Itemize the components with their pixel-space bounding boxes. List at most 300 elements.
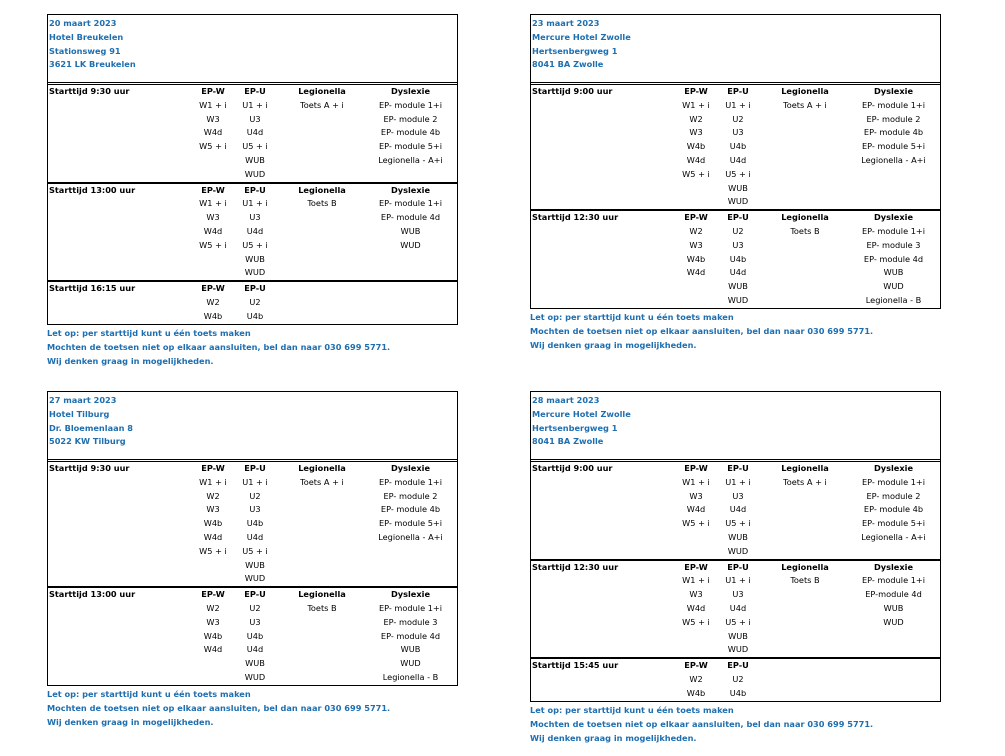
exam-code-cell: U4b bbox=[729, 253, 747, 264]
table-row bbox=[531, 182, 940, 196]
exam-date: 28 maart 2023 bbox=[532, 395, 600, 405]
column-header: Legionella bbox=[781, 212, 829, 223]
exam-code-cell bbox=[763, 154, 847, 168]
exam-code-cell: Toets A + i bbox=[783, 476, 827, 487]
table-row bbox=[48, 211, 457, 225]
exam-code-cell: Toets A + i bbox=[300, 99, 344, 110]
column-header: EP-U bbox=[244, 463, 266, 473]
exam-code-cell: EP- module 5+i bbox=[861, 141, 926, 152]
exam-code-cell: W5 + i bbox=[682, 518, 710, 529]
session-header-row bbox=[48, 588, 457, 602]
venue-address-box bbox=[530, 14, 941, 83]
exam-code-cell bbox=[847, 545, 940, 559]
exam-code-cell: Legionella - B bbox=[382, 671, 439, 682]
exam-code-cell: U1 + i bbox=[242, 99, 268, 110]
empty-cell bbox=[48, 531, 196, 545]
column-header: EP-W bbox=[684, 212, 708, 223]
venue-city: 8041 BA Zwolle bbox=[532, 436, 604, 447]
exam-code-cell: W2 bbox=[206, 296, 220, 307]
exam-code-cell: EP- module 4b bbox=[863, 127, 924, 138]
exam-code-cell: Toets A + i bbox=[783, 99, 827, 110]
venue-name: Hotel Tilburg bbox=[49, 408, 110, 419]
column-header: Dyslexie bbox=[873, 212, 913, 223]
table-row bbox=[531, 294, 940, 308]
table-row bbox=[48, 476, 457, 490]
column-header: EP-U bbox=[727, 660, 749, 671]
exam-code-cell: W3 bbox=[206, 616, 220, 627]
session-table bbox=[47, 587, 458, 686]
column-header: EP-W bbox=[684, 86, 708, 96]
empty-cell bbox=[48, 517, 196, 531]
exam-code-cell: W4b bbox=[686, 253, 706, 264]
exam-code-cell: WUD bbox=[244, 168, 266, 179]
exam-code-cell: EP- module 4b bbox=[863, 504, 924, 515]
column-header: EP-W bbox=[684, 463, 708, 473]
empty-cell bbox=[531, 545, 679, 559]
exam-date: 27 maart 2023 bbox=[49, 395, 117, 405]
note-line: Mochten de toetsen niet op elkaar aansluiten, bel dan naar 030 699 5771. bbox=[530, 718, 874, 729]
empty-cell bbox=[48, 630, 196, 644]
exam-code-cell: W1 + i bbox=[682, 99, 710, 110]
exam-code-cell bbox=[364, 559, 457, 573]
exam-code-cell: W5 + i bbox=[682, 616, 710, 627]
exam-code-cell bbox=[679, 643, 713, 657]
exam-code-cell: U4d bbox=[729, 154, 747, 165]
exam-code-cell bbox=[847, 687, 940, 701]
column-header: EP-W bbox=[201, 283, 225, 294]
exam-code-cell bbox=[280, 490, 364, 504]
exam-code-cell bbox=[196, 266, 230, 280]
exam-code-cell: EP- module 1+i bbox=[861, 476, 926, 487]
session-grid bbox=[48, 462, 457, 586]
empty-cell bbox=[531, 182, 679, 196]
table-row bbox=[531, 266, 940, 280]
exam-code-cell: U3 bbox=[732, 589, 744, 600]
start-time: Starttijd 13:00 uur bbox=[49, 589, 136, 600]
empty-cell bbox=[531, 140, 679, 154]
empty-cell bbox=[531, 239, 679, 253]
empty-cell bbox=[48, 99, 196, 113]
exam-code-cell bbox=[763, 140, 847, 154]
empty-cell bbox=[48, 197, 196, 211]
empty-cell bbox=[48, 225, 196, 239]
exam-code-cell: W5 + i bbox=[682, 168, 710, 179]
table-row bbox=[531, 225, 940, 239]
column-header: EP-W bbox=[201, 463, 225, 473]
exam-code-cell bbox=[847, 195, 940, 209]
exam-code-cell: W1 + i bbox=[682, 476, 710, 487]
exam-code-cell: U4d bbox=[729, 504, 747, 515]
exam-code-cell bbox=[763, 545, 847, 559]
table-row bbox=[531, 253, 940, 267]
note-line: Wij denken graag in mogelijkheden. bbox=[530, 340, 697, 351]
table-row bbox=[531, 643, 940, 657]
session-grid bbox=[48, 282, 457, 323]
venue-city: 5022 KW Tilburg bbox=[49, 436, 126, 447]
start-time: Starttijd 9:00 uur bbox=[532, 463, 613, 473]
exam-code-cell bbox=[847, 168, 940, 182]
table-row bbox=[48, 545, 457, 559]
empty-cell bbox=[531, 673, 679, 687]
exam-code-cell: EP- module 2 bbox=[383, 113, 438, 124]
table-row bbox=[48, 113, 457, 127]
column-header bbox=[847, 659, 940, 673]
empty-cell bbox=[531, 574, 679, 588]
exam-code-cell: U4d bbox=[729, 267, 747, 278]
session-grid bbox=[531, 561, 940, 658]
exam-code-cell bbox=[280, 239, 364, 253]
exam-code-cell: WUB bbox=[728, 630, 748, 641]
exam-code-cell: WUB bbox=[245, 658, 265, 669]
column-header: EP-W bbox=[201, 86, 225, 96]
exam-code-cell bbox=[280, 545, 364, 559]
session-table bbox=[530, 461, 941, 560]
exam-code-cell: WUB bbox=[883, 602, 904, 613]
exam-code-cell: WUD bbox=[727, 196, 749, 207]
exam-code-cell: W1 + i bbox=[199, 99, 227, 110]
exam-code-cell: U1 + i bbox=[725, 476, 751, 487]
session-header-row bbox=[531, 211, 940, 225]
table-row bbox=[531, 239, 940, 253]
table-row bbox=[531, 503, 940, 517]
exam-code-cell bbox=[280, 140, 364, 154]
empty-cell bbox=[48, 310, 196, 324]
session-header-row bbox=[48, 184, 457, 198]
table-row bbox=[48, 559, 457, 573]
empty-cell bbox=[48, 239, 196, 253]
venue-street: Dr. Bloemenlaan 8 bbox=[49, 422, 133, 433]
empty-cell bbox=[531, 195, 679, 209]
empty-cell bbox=[48, 296, 196, 310]
table-row bbox=[48, 602, 457, 616]
empty-cell bbox=[531, 126, 679, 140]
exam-code-cell: W4b bbox=[203, 310, 223, 321]
exam-code-cell bbox=[280, 154, 364, 168]
exam-code-cell bbox=[364, 168, 457, 182]
exam-code-cell: EP- module 1+i bbox=[378, 476, 443, 487]
exam-code-cell: WUD bbox=[727, 545, 749, 556]
exam-code-cell: U2 bbox=[732, 113, 744, 124]
exam-code-cell: Legionella - B bbox=[865, 294, 922, 305]
exam-code-cell bbox=[763, 490, 847, 504]
exam-code-cell: EP- module 1+i bbox=[378, 602, 443, 613]
exam-code-cell: EP- module 5+i bbox=[378, 518, 443, 529]
column-header: EP-U bbox=[727, 561, 749, 572]
exam-code-cell bbox=[280, 517, 364, 531]
column-header: Legionella bbox=[781, 86, 829, 96]
exam-code-cell bbox=[280, 572, 364, 586]
empty-cell bbox=[48, 616, 196, 630]
session-grid bbox=[48, 184, 457, 281]
venue-name: Mercure Hotel Zwolle bbox=[532, 408, 631, 419]
exam-code-cell bbox=[280, 503, 364, 517]
exam-code-cell: EP- module 3 bbox=[383, 616, 438, 627]
exam-code-cell: U4d bbox=[246, 225, 264, 236]
table-row bbox=[48, 616, 457, 630]
exam-code-cell: U5 + i bbox=[242, 239, 268, 250]
note-line: Wij denken graag in mogelijkheden. bbox=[47, 717, 214, 728]
column-header: EP-W bbox=[201, 589, 225, 600]
exam-code-cell: EP- module 2 bbox=[866, 113, 921, 124]
exam-code-cell: WUB bbox=[245, 154, 265, 165]
table-row bbox=[48, 253, 457, 267]
exam-code-cell bbox=[763, 182, 847, 196]
table-row bbox=[48, 517, 457, 531]
exam-date: 23 maart 2023 bbox=[532, 18, 600, 28]
exam-code-cell: W3 bbox=[206, 212, 220, 223]
exam-code-cell: W2 bbox=[689, 113, 703, 124]
exam-code-cell: Toets A + i bbox=[300, 476, 344, 487]
exam-code-cell: W1 + i bbox=[199, 476, 227, 487]
exam-code-cell: W1 + i bbox=[199, 198, 227, 209]
exam-code-cell: EP- module 1+i bbox=[861, 575, 926, 586]
note-line: Let op: per starttijd kunt u één toets maken bbox=[47, 688, 251, 699]
table-row bbox=[531, 588, 940, 602]
empty-cell bbox=[48, 140, 196, 154]
session-header-row bbox=[531, 659, 940, 673]
exam-code-cell: WUB bbox=[245, 559, 265, 570]
table-row bbox=[531, 602, 940, 616]
exam-code-cell: U4d bbox=[246, 644, 264, 655]
table-row bbox=[531, 195, 940, 209]
table-row bbox=[531, 574, 940, 588]
exam-code-cell bbox=[196, 671, 230, 685]
exam-code-cell: W4d bbox=[686, 267, 706, 278]
exam-code-cell: W5 + i bbox=[199, 239, 227, 250]
start-time: Starttijd 12:30 uur bbox=[532, 561, 619, 572]
exam-code-cell bbox=[280, 253, 364, 267]
exam-code-cell: WUD bbox=[400, 658, 421, 669]
exam-code-cell: EP- module 1+i bbox=[861, 99, 926, 110]
table-row bbox=[531, 490, 940, 504]
session-table bbox=[47, 281, 458, 324]
column-header: Dyslexie bbox=[390, 463, 430, 473]
session-header-row bbox=[531, 561, 940, 575]
start-time: Starttijd 13:00 uur bbox=[49, 184, 136, 195]
exam-code-cell bbox=[280, 266, 364, 280]
session-table bbox=[47, 461, 458, 587]
empty-cell bbox=[531, 253, 679, 267]
column-header: Dyslexie bbox=[873, 561, 913, 572]
exam-code-cell: WUB bbox=[728, 281, 748, 292]
exam-code-cell: EP- module 5+i bbox=[861, 518, 926, 529]
empty-cell bbox=[48, 113, 196, 127]
exam-code-cell: Legionella - A+i bbox=[378, 154, 443, 165]
exam-code-cell: Toets B bbox=[790, 575, 820, 586]
column-header: EP-U bbox=[244, 184, 266, 195]
exam-code-cell bbox=[847, 630, 940, 644]
exam-code-cell: WUD bbox=[400, 239, 421, 250]
venue-street: Hertsenbergweg 1 bbox=[532, 45, 618, 56]
exam-code-cell bbox=[280, 630, 364, 644]
exam-code-cell: W5 + i bbox=[199, 545, 227, 556]
exam-code-cell bbox=[679, 531, 713, 545]
empty-cell bbox=[531, 503, 679, 517]
table-row bbox=[48, 490, 457, 504]
exam-code-cell: U1 + i bbox=[725, 575, 751, 586]
column-header: EP-U bbox=[727, 463, 749, 473]
exam-code-cell bbox=[679, 182, 713, 196]
column-header bbox=[280, 282, 364, 296]
start-time: Starttijd 9:30 uur bbox=[49, 86, 130, 96]
exam-code-cell bbox=[196, 253, 230, 267]
start-time: Starttijd 9:30 uur bbox=[49, 463, 130, 473]
exam-code-cell: U4b bbox=[729, 141, 747, 152]
exam-code-cell: W4b bbox=[203, 630, 223, 641]
exam-code-cell bbox=[763, 616, 847, 630]
session-table bbox=[47, 183, 458, 282]
empty-cell bbox=[531, 113, 679, 127]
exam-code-cell: U4d bbox=[246, 531, 264, 542]
exam-code-cell: W3 bbox=[689, 589, 703, 600]
column-header: EP-W bbox=[201, 184, 225, 195]
exam-code-cell bbox=[763, 113, 847, 127]
exam-code-cell: EP- module 4d bbox=[380, 630, 441, 641]
venue-block bbox=[47, 391, 458, 729]
exam-code-cell: W2 bbox=[206, 602, 220, 613]
venue-block bbox=[530, 14, 941, 352]
exam-code-cell: EP- module 1+i bbox=[378, 198, 443, 209]
note-line: Let op: per starttijd kunt u één toets maken bbox=[47, 327, 251, 338]
exam-code-cell bbox=[679, 195, 713, 209]
exam-code-cell: U5 + i bbox=[725, 616, 751, 627]
empty-cell bbox=[531, 225, 679, 239]
note-line: Wij denken graag in mogelijkheden. bbox=[47, 355, 214, 366]
exam-code-cell bbox=[280, 310, 364, 324]
venue-city: 3621 LK Breukelen bbox=[49, 59, 136, 70]
table-row bbox=[48, 154, 457, 168]
session-grid bbox=[531, 659, 940, 700]
empty-cell bbox=[48, 545, 196, 559]
exam-code-cell bbox=[763, 266, 847, 280]
notes bbox=[47, 687, 458, 730]
table-row bbox=[531, 99, 940, 113]
venue-name: Mercure Hotel Zwolle bbox=[532, 31, 631, 42]
exam-code-cell: W3 bbox=[689, 239, 703, 250]
session-table bbox=[530, 84, 941, 210]
exam-code-cell bbox=[196, 559, 230, 573]
exam-code-cell bbox=[763, 602, 847, 616]
exam-code-cell: U5 + i bbox=[725, 168, 751, 179]
note-line: Let op: per starttijd kunt u één toets maken bbox=[530, 311, 734, 322]
exam-code-cell bbox=[763, 126, 847, 140]
exam-code-cell bbox=[280, 211, 364, 225]
empty-cell bbox=[48, 671, 196, 685]
table-row bbox=[48, 531, 457, 545]
column-header: Dyslexie bbox=[390, 184, 430, 195]
exam-code-cell bbox=[196, 168, 230, 182]
table-row bbox=[48, 126, 457, 140]
exam-code-cell: U2 bbox=[732, 225, 744, 236]
exam-code-cell bbox=[364, 266, 457, 280]
exam-code-cell bbox=[847, 643, 940, 657]
exam-code-cell: Toets B bbox=[307, 602, 337, 613]
exam-code-cell: W4b bbox=[203, 518, 223, 529]
exam-code-cell bbox=[364, 253, 457, 267]
note-line: Mochten de toetsen niet op elkaar aansluiten, bel dan naar 030 699 5771. bbox=[47, 341, 391, 352]
empty-cell bbox=[531, 99, 679, 113]
venue-street: Hertsenbergweg 1 bbox=[532, 422, 618, 433]
exam-code-cell: WUD bbox=[727, 294, 749, 305]
exam-code-cell bbox=[763, 588, 847, 602]
exam-code-cell: Legionella - A+i bbox=[861, 531, 926, 542]
note-line: Mochten de toetsen niet op elkaar aansluiten, bel dan naar 030 699 5771. bbox=[47, 702, 391, 713]
venue-block bbox=[47, 14, 458, 368]
table-row bbox=[531, 113, 940, 127]
empty-cell bbox=[48, 657, 196, 671]
column-header: Dyslexie bbox=[390, 86, 430, 96]
exam-code-cell: W3 bbox=[206, 504, 220, 515]
exam-code-cell: U2 bbox=[249, 490, 261, 501]
column-header: Dyslexie bbox=[873, 86, 913, 96]
table-row bbox=[48, 296, 457, 310]
empty-cell bbox=[531, 476, 679, 490]
column-header: Legionella bbox=[781, 463, 829, 473]
exam-code-cell bbox=[679, 294, 713, 308]
table-row bbox=[48, 168, 457, 182]
empty-cell bbox=[531, 602, 679, 616]
table-row bbox=[48, 643, 457, 657]
table-row bbox=[531, 280, 940, 294]
table-row bbox=[48, 657, 457, 671]
exam-code-cell: U3 bbox=[249, 504, 261, 515]
session-table bbox=[47, 84, 458, 183]
exam-code-cell bbox=[364, 545, 457, 559]
empty-cell bbox=[531, 168, 679, 182]
exam-code-cell: U4d bbox=[729, 602, 747, 613]
notes bbox=[530, 703, 941, 746]
exam-date: 20 maart 2023 bbox=[49, 18, 117, 28]
exam-code-cell: W2 bbox=[689, 225, 703, 236]
exam-code-cell: Legionella - A+i bbox=[378, 531, 443, 542]
empty-cell bbox=[48, 490, 196, 504]
column-header: EP-U bbox=[244, 589, 266, 600]
venue-address-box bbox=[47, 14, 458, 83]
exam-code-cell bbox=[763, 531, 847, 545]
exam-code-cell: WUD bbox=[244, 671, 266, 682]
exam-code-cell bbox=[364, 572, 457, 586]
exam-code-cell: WUB bbox=[883, 267, 904, 278]
exam-code-cell: U3 bbox=[249, 212, 261, 223]
column-header: EP-W bbox=[684, 561, 708, 572]
exam-code-cell bbox=[280, 531, 364, 545]
exam-code-cell: W2 bbox=[206, 490, 220, 501]
table-row bbox=[531, 140, 940, 154]
session-header-row bbox=[48, 282, 457, 296]
table-row bbox=[531, 517, 940, 531]
exam-code-cell: WUB bbox=[400, 644, 421, 655]
exam-code-cell bbox=[679, 545, 713, 559]
venue-address-box bbox=[47, 391, 458, 460]
column-header bbox=[763, 659, 847, 673]
column-header: EP-W bbox=[684, 660, 708, 671]
exam-code-cell bbox=[763, 687, 847, 701]
start-time: Starttijd 16:15 uur bbox=[49, 283, 136, 294]
table-row bbox=[48, 266, 457, 280]
table-row bbox=[531, 168, 940, 182]
exam-code-cell bbox=[280, 559, 364, 573]
table-row bbox=[48, 630, 457, 644]
exam-code-cell bbox=[196, 572, 230, 586]
table-row bbox=[48, 197, 457, 211]
exam-code-cell: U5 + i bbox=[725, 518, 751, 529]
column-header: EP-U bbox=[727, 212, 749, 223]
exam-code-cell bbox=[763, 643, 847, 657]
exam-code-cell: W4b bbox=[686, 141, 706, 152]
empty-cell bbox=[531, 630, 679, 644]
exam-code-cell: WUD bbox=[727, 644, 749, 655]
venue-block bbox=[530, 391, 941, 745]
